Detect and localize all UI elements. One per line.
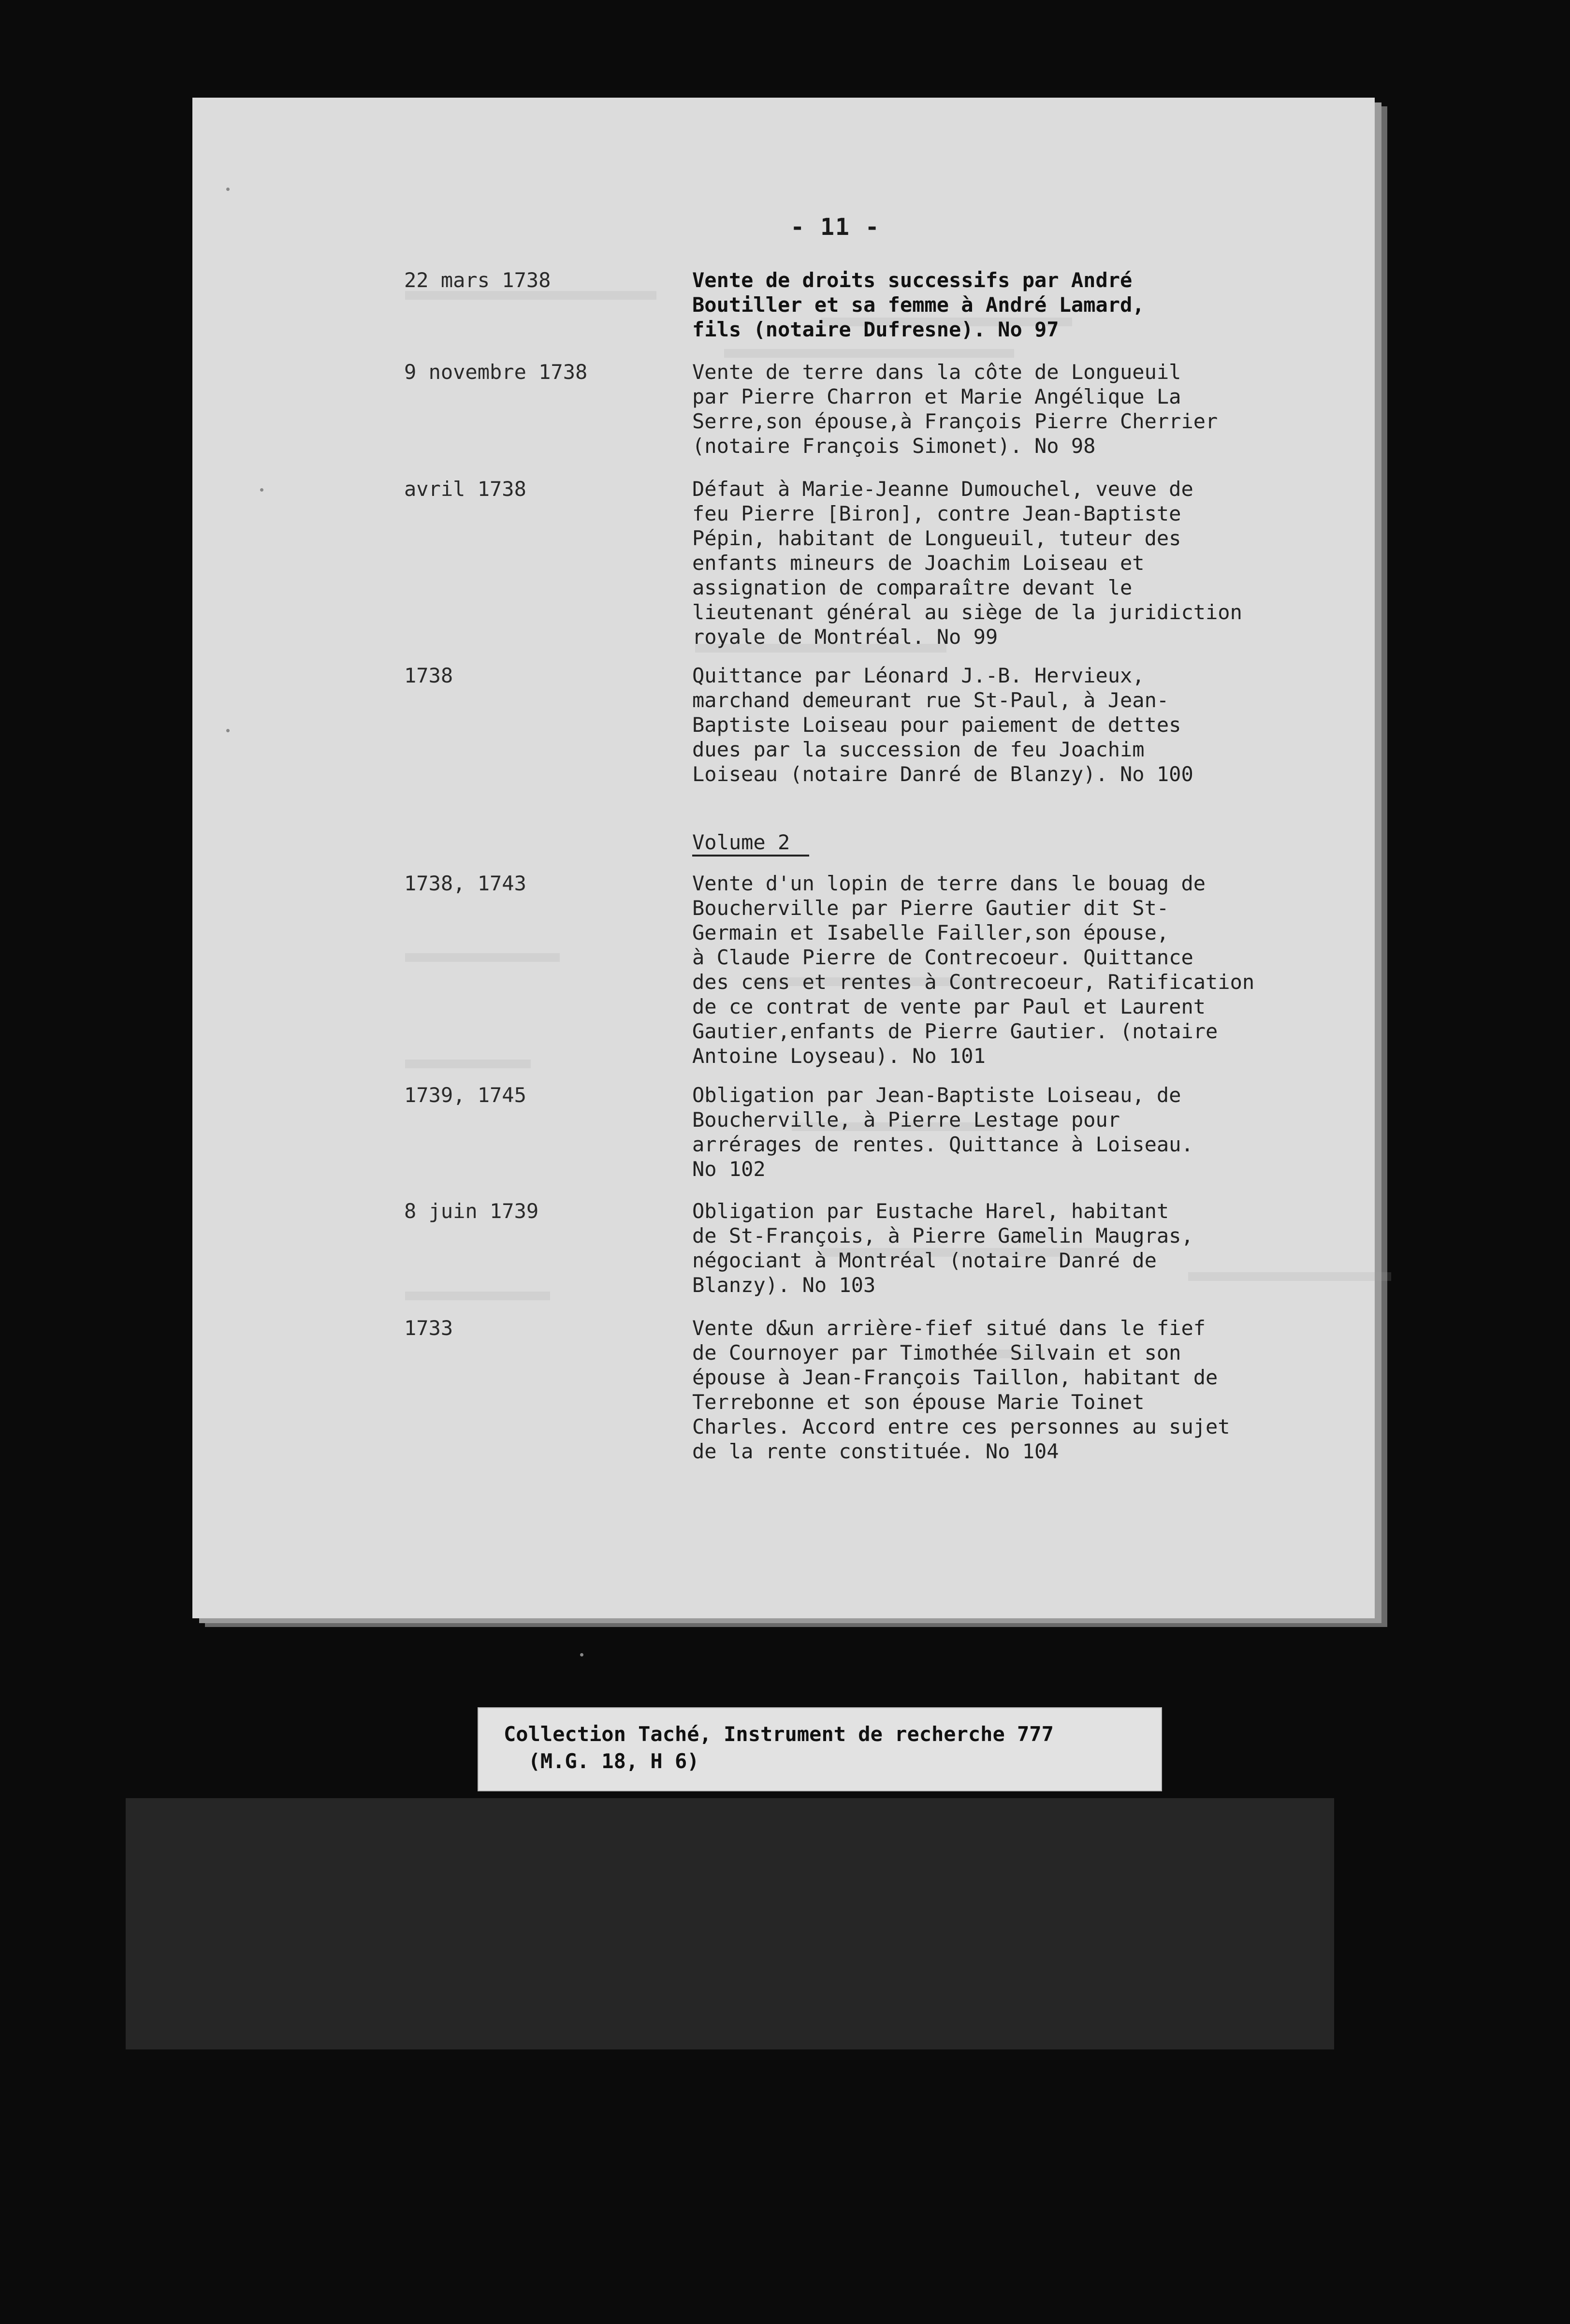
page-number: - 11 - <box>790 214 880 241</box>
entry-description: Obligation par Jean-Baptiste Loiseau, de Boucherville, à Pierre Lestage pour arrérages de rentes. Quittance à Loiseau. No 102 <box>692 1083 1193 1181</box>
speck <box>260 488 263 492</box>
speck <box>580 1653 583 1656</box>
entry-date: 1739, 1745 <box>404 1083 526 1107</box>
ghost-stroke <box>405 1292 550 1300</box>
collection-label-text: Collection Taché, Instrument de recherche 777 (M.G. 18, H 6) <box>504 1722 1054 1773</box>
ghost-stroke <box>405 1060 531 1068</box>
entry-date: 1738 <box>404 664 453 687</box>
entry-date: 8 juin 1739 <box>404 1199 539 1223</box>
entry-date: avril 1738 <box>404 477 526 501</box>
entry-date: 1733 <box>404 1316 453 1340</box>
entry-date: 1738, 1743 <box>404 872 526 895</box>
entry-description: Vente d'un lopin de terre dans le bouag de Boucherville par Pierre Gautier dit St- Germain et Isabelle Failler,son épouse, à Claude Pierre de Contrecoeur. Quittance des cens et rentes à Contrecoeur, Ratification de ce contrat de vente par Paul et Laurent Gautier,enfants de Pierre Gautier. (notaire Antoine Loyseau). No 101 <box>692 872 1255 1068</box>
collection-label <box>478 1707 1162 1791</box>
ghost-stroke <box>724 349 1014 358</box>
speck <box>226 729 230 732</box>
entry-description: Vente de droits successifs par André Boutiller et sa femme à André Lamard, fils (notaire Dufresne). No 97 <box>692 268 1145 341</box>
speck <box>226 188 230 191</box>
entry-description: Défaut à Marie-Jeanne Dumouchel, veuve de feu Pierre [Biron], contre Jean-Baptiste Pépin, habitant de Longueuil, tuteur des enfants mineurs de Joachim Loiseau et assignation de comparaître devant le lieutenant général au siège de la juridiction royale de Montréal. No 99 <box>692 477 1242 649</box>
volume-heading: Volume 2 <box>692 830 809 857</box>
ghost-stroke <box>405 953 560 962</box>
entry-description: Vente de terre dans la côte de Longueuil par Pierre Charron et Marie Angélique La Serre,son épouse,à François Pierre Cherrier (notaire François Simonet). No 98 <box>692 360 1218 458</box>
entry-description: Obligation par Eustache Harel, habitant de St-François, à Pierre Gamelin Maugras, négociant à Montréal (notaire Danré de Blanzy). No 103 <box>692 1199 1193 1297</box>
entry-date: 22 mars 1738 <box>404 268 551 292</box>
entry-description: Vente d&un arrière-fief situé dans le fief de Cournoyer par Timothée Silvain et son épouse à Jean-François Taillon, habitant de Terrebonne et son épouse Marie Toinet Charles. Accord entre ces personnes au sujet de la rente constituée. No 104 <box>692 1316 1230 1463</box>
document-page <box>192 98 1375 1618</box>
entry-date: 9 novembre 1738 <box>404 360 588 384</box>
entry-description: Quittance par Léonard J.-B. Hervieux, marchand demeurant rue St-Paul, à Jean- Baptiste Loiseau pour paiement de dettes dues par la succession de feu Joachim Loiseau (notaire Danré de Blanzy). No 100 <box>692 664 1193 786</box>
bottom-shadow <box>126 1798 1334 2049</box>
